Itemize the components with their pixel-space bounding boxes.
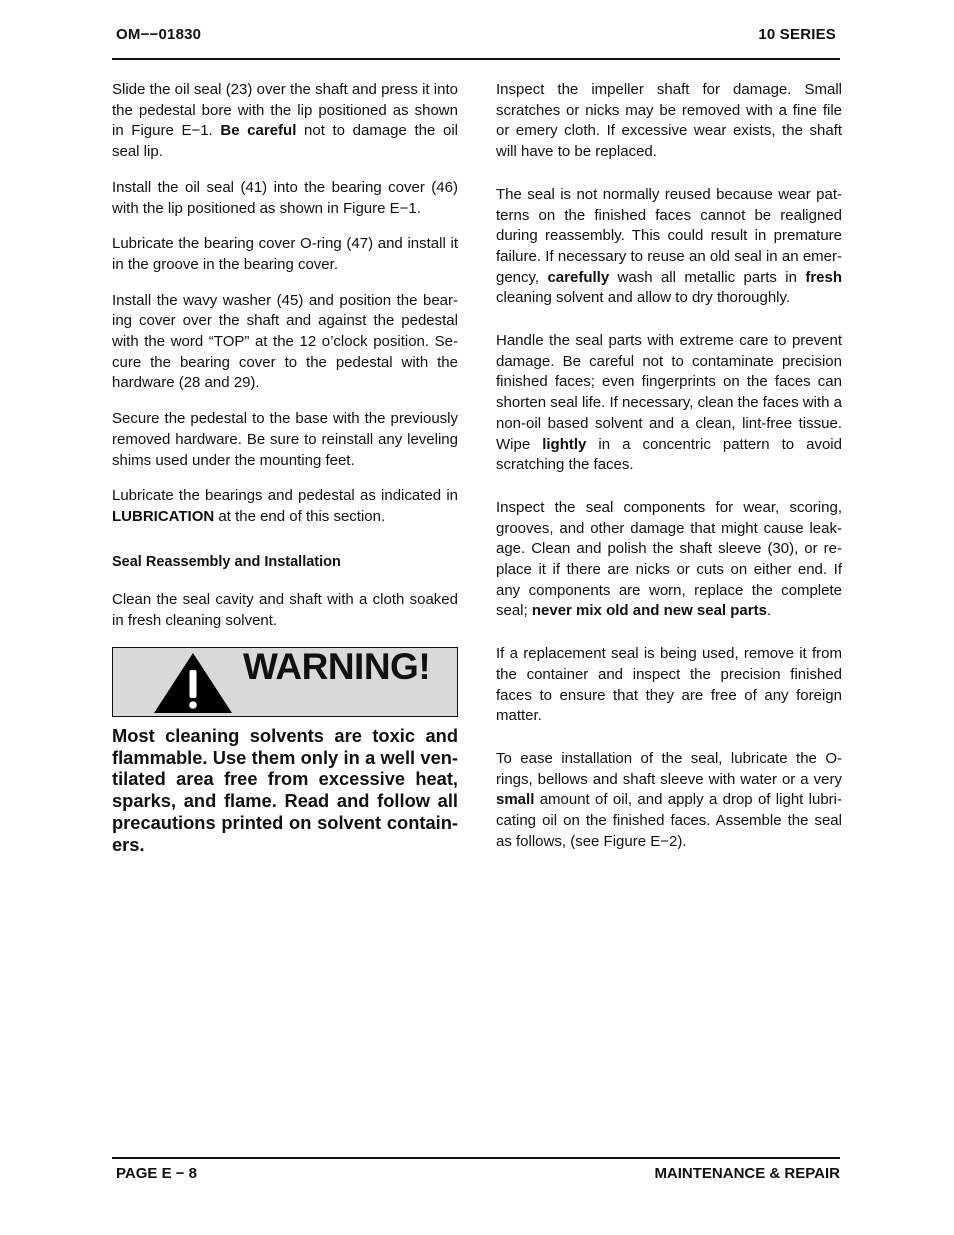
left-column [112, 80, 458, 856]
paragraph-seal-reuse [496, 185, 842, 309]
text-run: The seal is not normally reused because wear patterns on the finished faces cannot be realigned during reassembly. This could result in premature failure. If necessary to reuse an old seal in an emergency, [496, 185, 842, 286]
section-heading: Seal Reassembly and Installation [112, 553, 341, 570]
footer-rule [112, 1157, 840, 1159]
paragraph-inspect-seal [496, 498, 842, 622]
emphasis-text: fresh [805, 268, 843, 286]
text-run: Lubricate the bearing cover O-ring (47) and install it in the groove in the bearing cover. [112, 235, 458, 273]
emphasis-text: small [496, 791, 535, 809]
emphasis-text: carefully [547, 268, 610, 286]
text-run: in a concentric pattern to avoid scratching the faces. [496, 435, 842, 474]
text-run: . [766, 602, 772, 620]
right-column [496, 80, 842, 875]
text-run: Clean the seal cavity and shaft with a cloth soaked in fresh cleaning solvent. [112, 591, 458, 630]
text-run: Install the oil seal (41) into the bearing cover (46) with the lip positioned as shown in Figure E−1. [112, 178, 458, 217]
paragraph-impeller-shaft [496, 80, 842, 163]
text-run: wash all metallic parts in [609, 268, 806, 286]
text-run: Lubricate the bearings and pedestal as indicated in [112, 487, 458, 505]
paragraph-oil-seal [112, 80, 458, 163]
text-run: Handle the seal parts with extreme care to prevent damage. Be careful not to contaminate precision finished faces; even fingerprints on the faces can shorten seal life. If necessary, clean the faces with a non-oil based solvent and a clean, lint-free tissue. Wipe [496, 332, 842, 453]
text-run: Inspect the seal components for wear, scoring, grooves, and other damage that might cause leakage. Clean and polish the shaft sleeve (30), or replace it if there are nicks or cuts on either end. If any components are worn, replace the complete seal; [496, 498, 842, 620]
warning-banner [112, 647, 458, 717]
paragraph-wavy-washer [112, 291, 458, 395]
text-run: at the end of this section. [214, 507, 386, 525]
text-run: not to damage the oil seal lip. [112, 122, 458, 161]
warning-triangle-icon [153, 652, 233, 714]
text-run: Secure the pedestal to the base with the previously removed hardware. Be sure to reinstall any leveling shims used under the mounting feet. [112, 410, 458, 469]
emphasis-text: Be careful [220, 122, 297, 140]
section-title: MAINTENANCE & REPAIR [654, 1165, 840, 1182]
paragraph-lubricate [112, 486, 458, 527]
emphasis-text: never mix old and new seal parts [531, 602, 767, 620]
text-run: amount of oil, and apply a drop of light lubricating oil on the finished faces. Assemble the seal as follows, (see Figure E−2). [496, 791, 842, 850]
series-title: 10 SERIES [758, 26, 836, 43]
page-number: PAGE E − 8 [116, 1165, 198, 1182]
text-run: Slide the oil seal (23) over the shaft and press it into the pedestal bore with the lip positioned as shown in Figure E−1. [112, 81, 458, 140]
warning-text: Most cleaning solvents are toxic and flammable. Use them only in a well ventilated area free from excessive heat, sparks, and flame. Read and follow all precautions printed on solvent containers. [112, 724, 458, 855]
paragraph-ease-installation [496, 749, 842, 853]
text-run: Install the wavy washer (45) and position the bearing cover over the shaft and against the pedestal with the word “TOP” at the 12 o’clock position. Secure the bearing cover to the pedestal with the hardware (28 and 29). [112, 291, 458, 392]
emphasis-text: lightly [542, 435, 587, 453]
paragraph-handle-seal [496, 331, 842, 476]
paragraph-pedestal [112, 409, 458, 471]
text-run: cleaning solvent and allow to dry thoroughly. [496, 289, 791, 307]
paragraph-clean-cavity [112, 590, 458, 631]
paragraph-replacement-seal [496, 644, 842, 727]
text-run: If a replacement seal is being used, remove it from the container and inspect the precision finished faces to ensure that they are free of any foreign matter. [496, 645, 842, 725]
paragraph-o-ring [112, 234, 458, 275]
paragraph-bearing-cover-seal [112, 178, 458, 219]
text-run: Inspect the impeller shaft for damage. Small scratches or nicks may be removed with a fine file or emery cloth. If excessive wear exists, the shaft will have to be replaced. [496, 81, 842, 161]
document-number: OM−−01830 [116, 26, 202, 43]
emphasis-text: LUBRICATION [112, 507, 215, 525]
text-run: To ease installation of the seal, lubricate the O-rings, bellows and shaft sleeve with water or a very [496, 749, 842, 788]
header-rule [112, 58, 840, 60]
warning-label: WARNING! [243, 645, 431, 687]
